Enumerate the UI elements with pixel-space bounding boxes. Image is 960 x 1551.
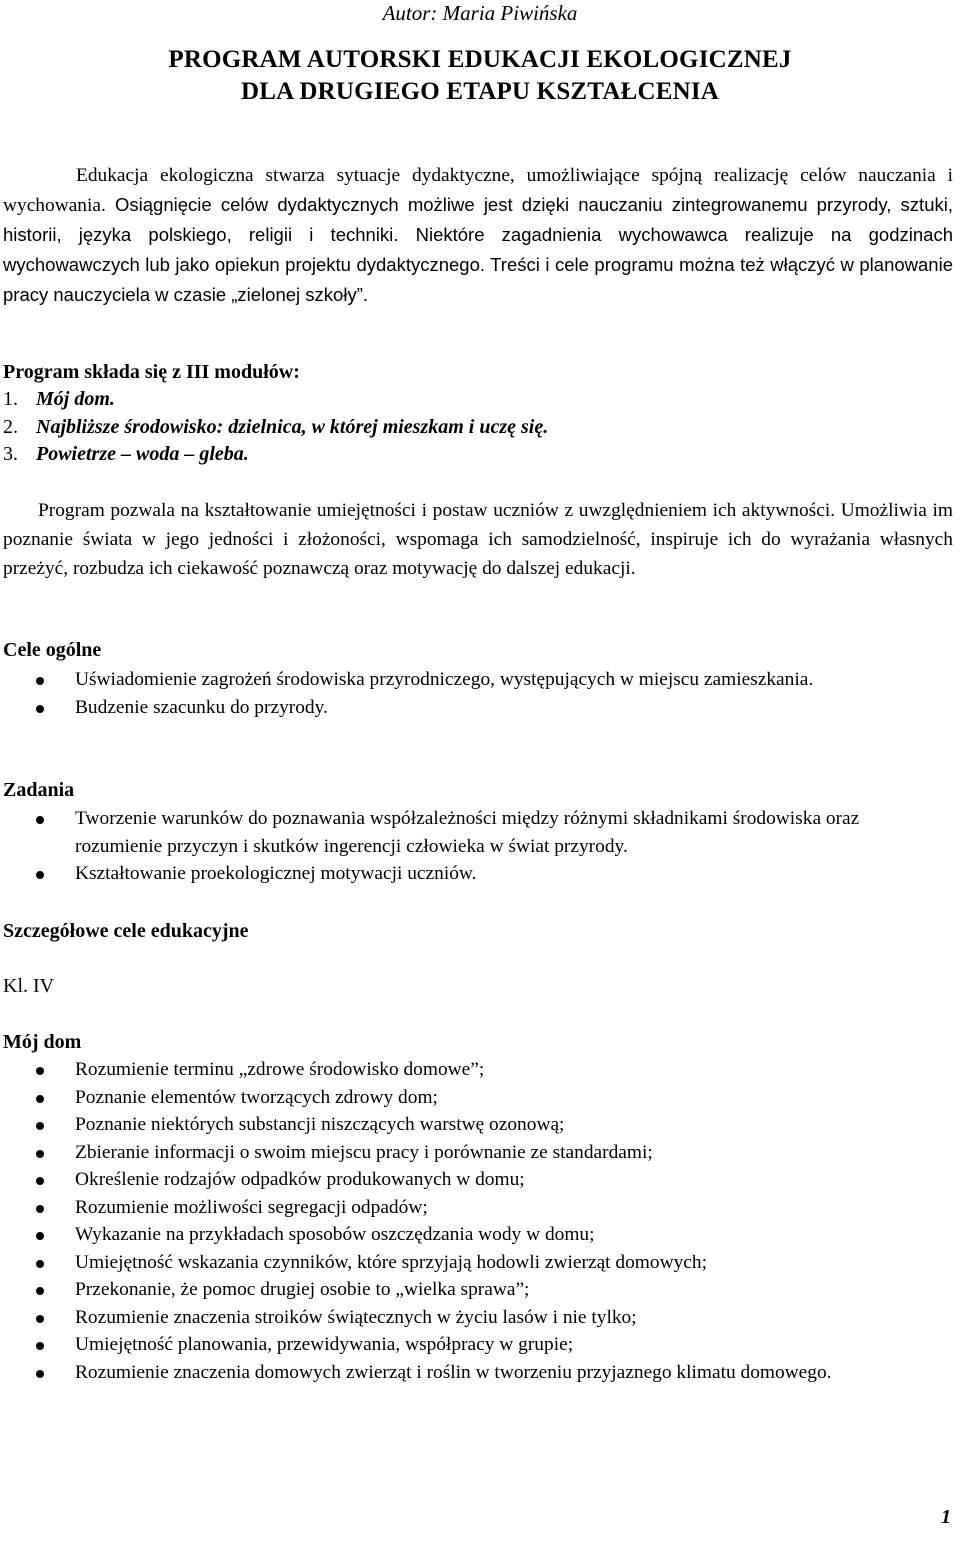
intro-part-1: Edukacja ekologiczna stwarza sytuacje dydaktyczne, umożliwiające spójną realizację celów nauczania i wychowania.	[3, 165, 953, 216]
document-title	[0, 44, 960, 108]
cele-ogolne-list	[0, 666, 935, 721]
page-number: 1	[941, 1506, 951, 1528]
bullet-icon	[36, 1122, 44, 1130]
modules-list	[3, 386, 548, 469]
cele-ogolne-heading: Cele ogólne	[3, 639, 102, 661]
list-item: Wykazanie na przykładach sposobów oszczędzania wody w domu;	[0, 1221, 935, 1249]
bullet-icon	[36, 677, 44, 685]
module-item: 1. Mój dom.	[3, 388, 115, 410]
bullet-icon	[36, 1342, 44, 1350]
bullet-icon	[36, 705, 44, 713]
title-line-2: DLA DRUGIEGO ETAPU KSZTAŁCENIA	[240, 78, 720, 105]
moj-dom-list	[0, 1056, 935, 1386]
bullet-icon	[36, 1232, 44, 1240]
bullet-icon	[36, 1287, 44, 1295]
bullet-icon	[36, 1315, 44, 1323]
bullet-icon	[36, 871, 44, 879]
zadania-list	[0, 805, 935, 888]
list-item: Uświadomienie zagrożeń środowiska przyrodniczego, występujących w miejscu zamieszkania.	[0, 666, 935, 694]
list-item: Zbieranie informacji o swoim miejscu pracy i porównanie ze standardami;	[0, 1139, 935, 1167]
title-line-1: PROGRAM AUTORSKI EDUKACJI EKOLOGICZNEJ	[168, 46, 792, 73]
list-item: Budzenie szacunku do przyrody.	[0, 694, 935, 722]
module-item: 3. Powietrze – woda – gleba.	[3, 443, 249, 465]
list-item: Umiejętność planowania, przewidywania, współpracy w grupie;	[0, 1331, 935, 1359]
zadania-heading: Zadania	[3, 779, 75, 801]
module-item: 2. Najbliższe środowisko: dzielnica, w której mieszkam i uczę się.	[3, 415, 549, 438]
list-item: Określenie rodzajów odpadków produkowanych w domu;	[0, 1166, 935, 1194]
list-item: Tworzenie warunków do poznawania współzależności między różnymi składnikami środowiska oraz rozumienie przyczyn i skutków ingerencji człowieka w świat przyrody.	[0, 805, 935, 860]
bullet-icon	[36, 1205, 44, 1213]
bullet-icon	[36, 1370, 44, 1378]
bullet-icon	[36, 816, 44, 824]
list-item: Poznanie elementów tworzących zdrowy dom;	[0, 1084, 935, 1112]
list-item: Rozumienie znaczenia domowych zwierząt i roślin w tworzeniu przyjaznego klimatu domowego.	[0, 1359, 935, 1387]
list-item: Rozumienie terminu „zdrowe środowisko domowe”;	[0, 1056, 935, 1084]
author-line: Autor: Maria Piwińska	[382, 1, 578, 25]
intro-paragraph	[3, 161, 953, 310]
list-item: Kształtowanie proekologicznej motywacji uczniów.	[0, 860, 935, 888]
modules-heading: Program składa się z III modułów:	[3, 361, 300, 383]
list-item: Umiejętność wskazania czynników, które sprzyjają hodowli zwierząt domowych;	[0, 1249, 935, 1277]
list-item: Rozumienie znaczenia stroików świątecznych w życiu lasów i nie tylko;	[0, 1304, 935, 1332]
intro-part-2: Osiągnięcie celów dydaktycznych możliwe jest dzięki nauczaniu zintegrowanemu przyrody, sztuki, historii, języka polskiego, religii i techniki. Niektóre zagadnienia wychowawca realizuje na godzinach wychowawczych lub jako opiekun projektu dydaktycznego. Treści i cele programu można też włączyć w planowanie pracy nauczyciela w czasie „zielonej szkoły”.	[3, 194, 953, 305]
moj-dom-heading: Mój dom	[3, 1031, 82, 1053]
bullet-icon	[36, 1260, 44, 1268]
list-item: Rozumienie możliwości segregacji odpadów;	[0, 1194, 935, 1222]
bullet-icon	[36, 1177, 44, 1185]
bullet-icon	[36, 1067, 44, 1075]
bullet-icon	[36, 1095, 44, 1103]
bullet-icon	[36, 1150, 44, 1158]
szczegolowe-heading: Szczegółowe cele edukacyjne	[3, 920, 249, 942]
list-item: Poznanie niektórych substancji niszczących warstwę ozonową;	[0, 1111, 935, 1139]
program-paragraph: Program pozwala na kształtowanie umiejętności i postaw uczniów z uwzględnieniem ich aktywności. Umożliwia im poznanie świata w jego jedności i złożoności, wspomaga ich samodzielność, inspiruje ich do wyrażania własnych przeżyć, rozbudza ich ciekawość poznawczą oraz motywację do dalszej edukacji.	[3, 500, 953, 579]
list-item: Przekonanie, że pomoc drugiej osobie to „wielka sprawa”;	[0, 1276, 935, 1304]
class-label: Kl. IV	[3, 975, 55, 997]
